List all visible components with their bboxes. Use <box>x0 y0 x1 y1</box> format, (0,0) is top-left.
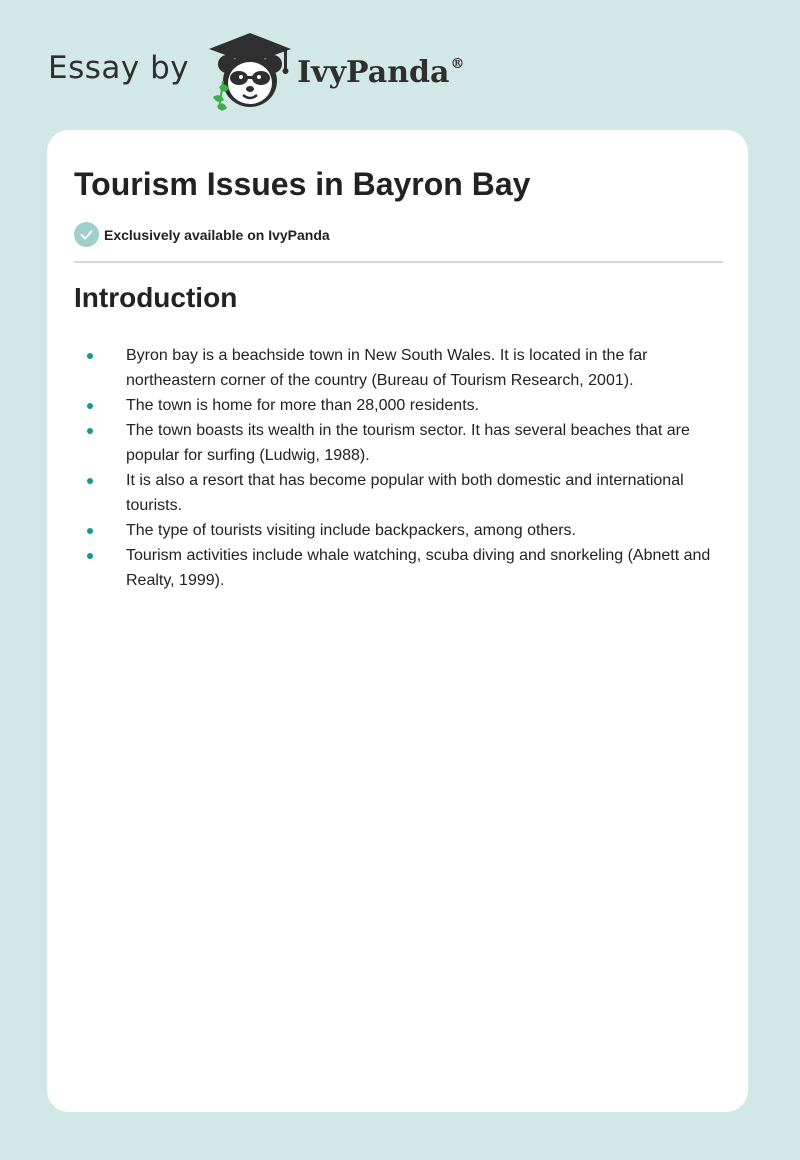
list-item-text: The type of tourists visiting include backpackers, among others. <box>126 522 576 539</box>
essay-title: Tourism Issues in Bayron Bay <box>74 166 531 202</box>
list-item <box>74 393 724 418</box>
bullet-dot-icon <box>87 528 93 534</box>
bullet-dot-icon <box>87 403 93 409</box>
bullet-dot-icon <box>87 428 93 434</box>
list-item <box>74 343 724 393</box>
brand-name[interactable] <box>297 55 464 90</box>
essay-by-label: Essay by <box>48 50 190 86</box>
exclusive-badge-label: Exclusively available on IvyPanda <box>104 226 330 243</box>
brand-name-text: IvyPanda <box>297 54 450 90</box>
site-header <box>48 32 464 112</box>
essay-card <box>47 130 748 1112</box>
section-heading: Introduction <box>74 282 238 313</box>
bullet-dot-icon <box>87 553 93 559</box>
header-divider <box>74 261 723 263</box>
list-item <box>74 468 724 518</box>
list-item-text: The town is home for more than 28,000 residents. <box>126 397 480 414</box>
list-item <box>74 518 724 543</box>
list-item-text: It is also a resort that has become popular with both domestic and international tourists. <box>126 472 684 514</box>
exclusive-badge <box>74 222 330 247</box>
bullet-list <box>74 343 724 593</box>
list-item-text: Tourism activities include whale watching, scuba diving and snorkeling (Abnett and Realty, 1999). <box>126 547 711 589</box>
list-item <box>74 543 724 593</box>
bullet-dot-icon <box>87 353 93 359</box>
list-item <box>74 418 724 468</box>
list-item-text: Byron bay is a beachside town in New South Wales. It is located in the far northeastern corner of the country (Bureau of Tourism Research, 2001). <box>126 347 648 389</box>
bullet-dot-icon <box>87 478 93 484</box>
panda-graduate-logo-icon[interactable] <box>205 31 295 111</box>
check-circle-icon <box>74 222 99 247</box>
registered-mark: ® <box>450 55 465 72</box>
list-item-text: The town boasts its wealth in the tourism sector. It has several beaches that are popular for surfing (Ludwig, 1988). <box>126 422 690 464</box>
